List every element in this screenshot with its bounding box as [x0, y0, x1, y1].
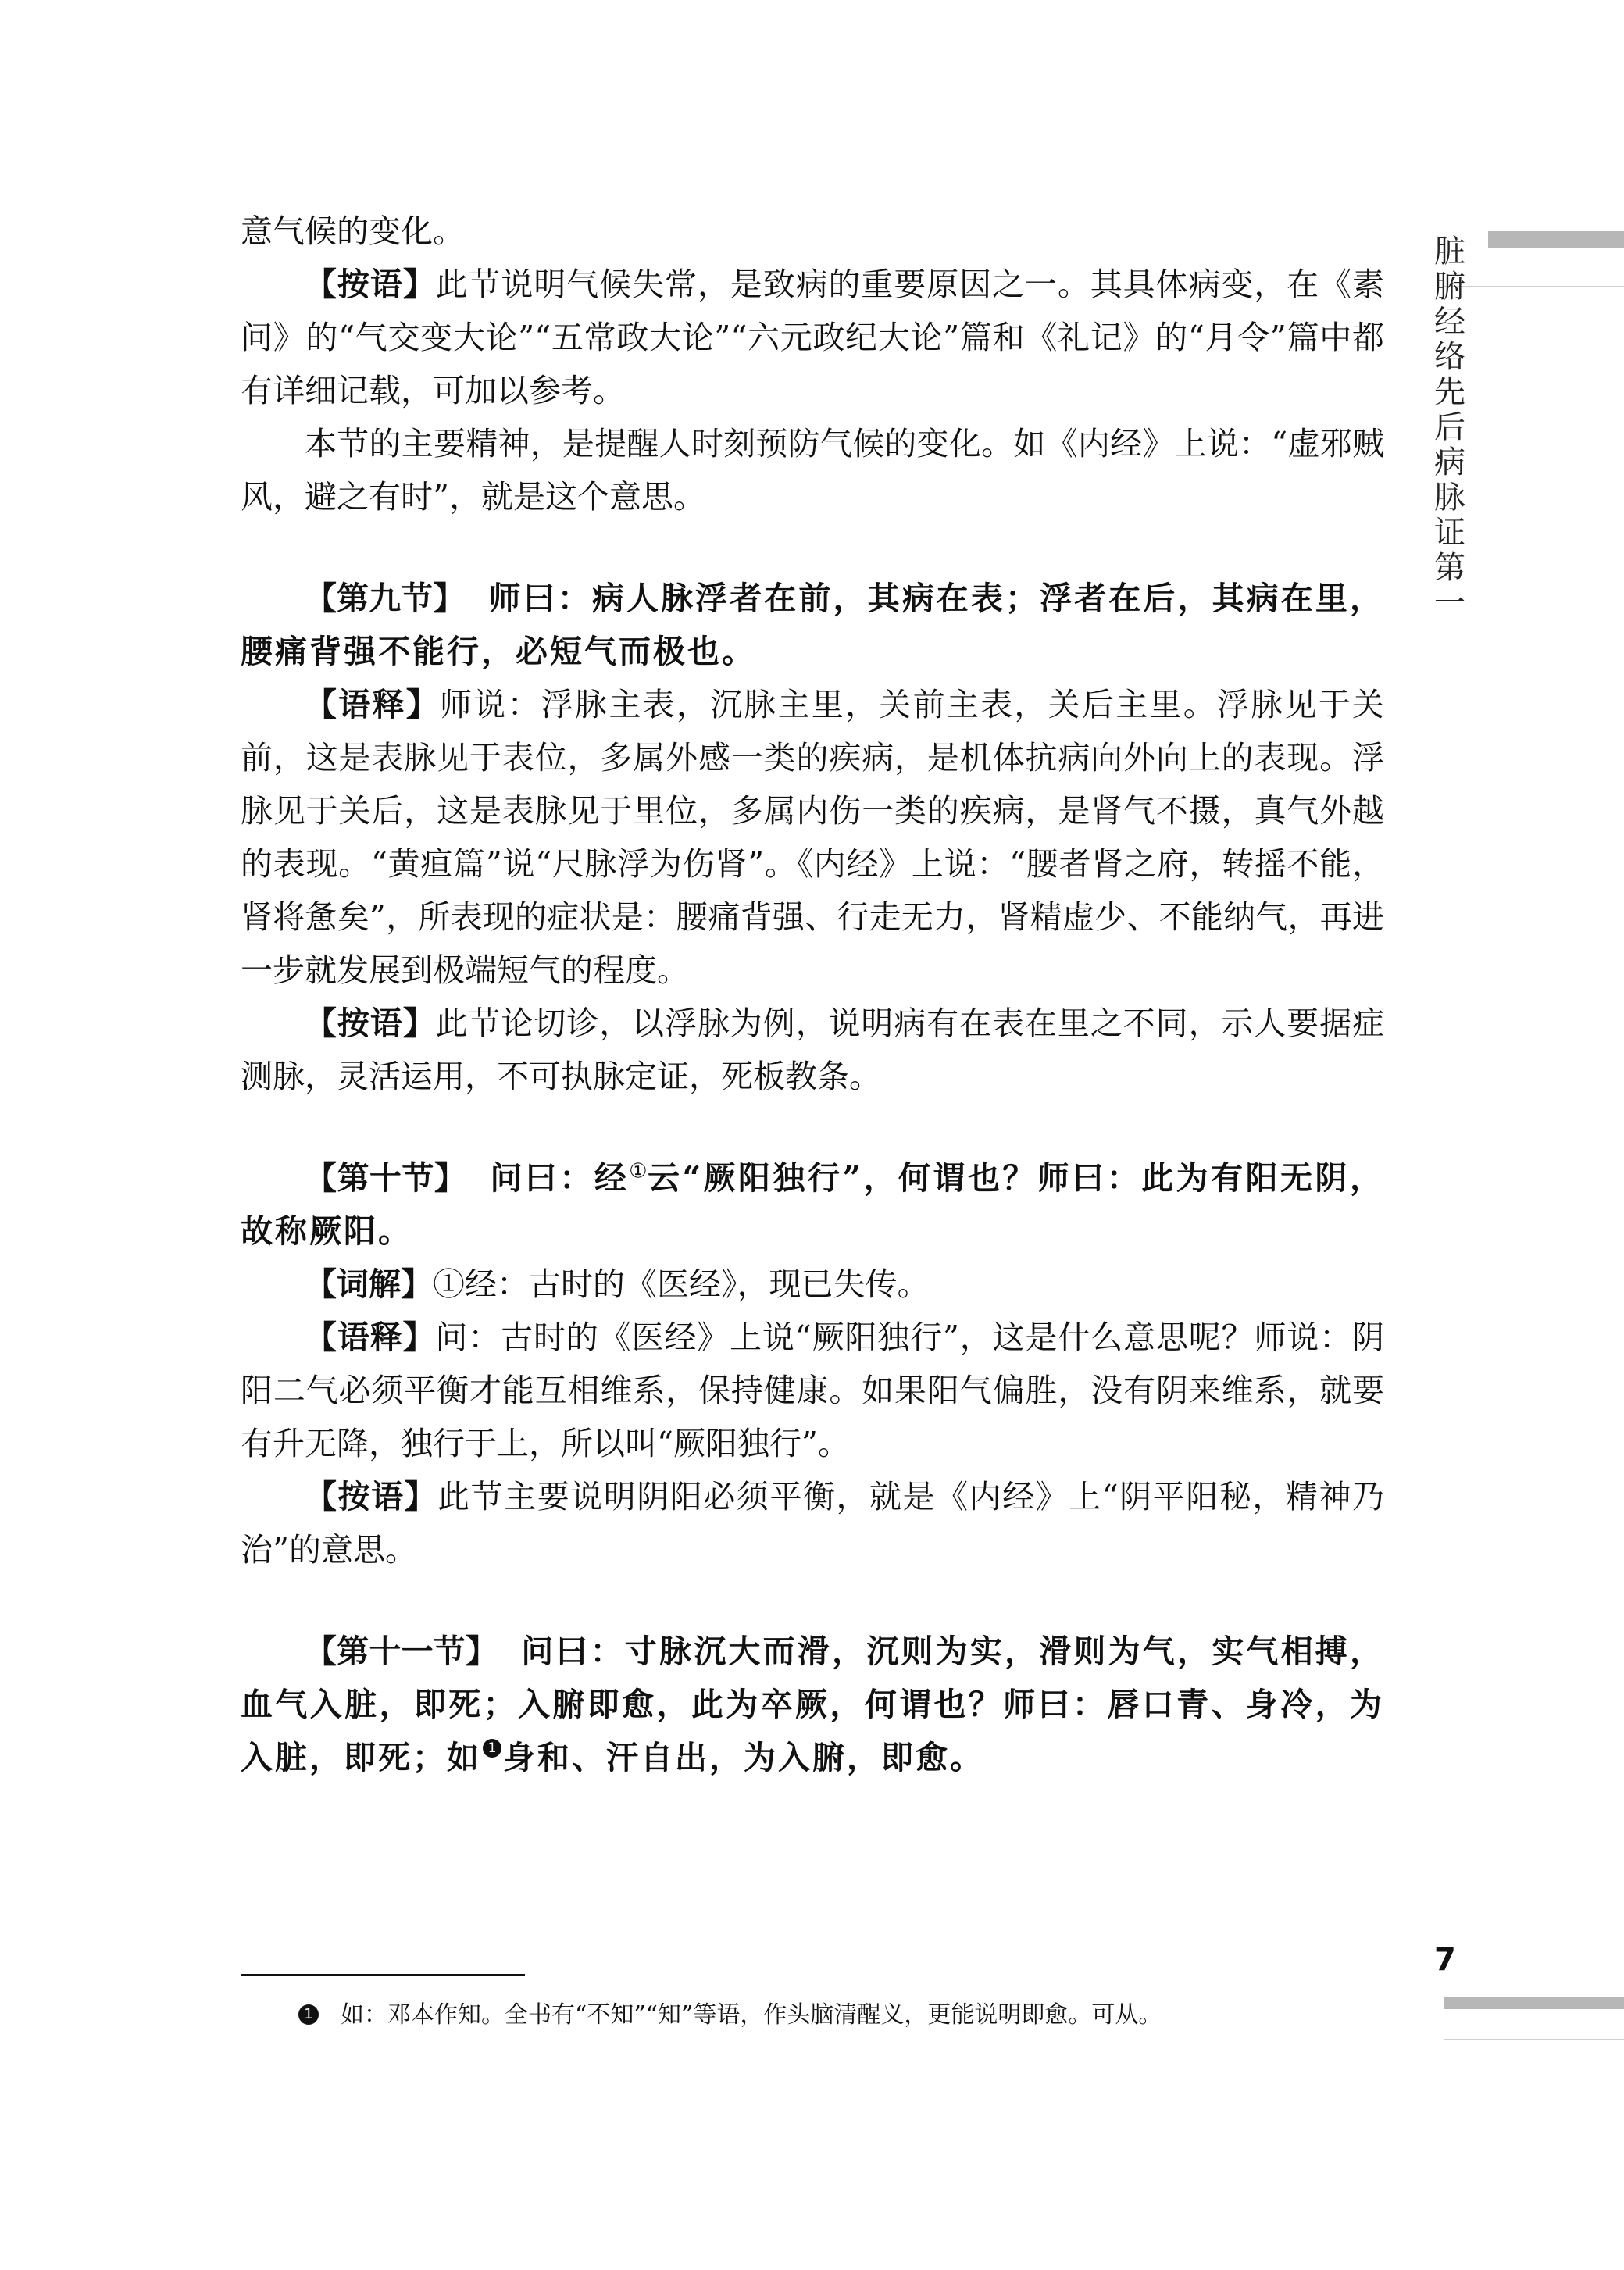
page-body — [241, 205, 1384, 1784]
anyu-label: 【按语】 — [305, 1005, 436, 1042]
cijie-text: ①经：古时的《医经》，现已失传。 — [433, 1265, 930, 1303]
yishi-text: 师说：浮脉主表，沉脉主里，关前主表，关后主里。浮脉见于关前，这是表脉见于表位，多属外感一类的疾病，是机体抗病向外向上的表现。浮脉见于关后，这是表脉见于里位，多属内伤一类的疾病，是肾气不摄，真气外越的表现。“黄疸篇”说“尺脉浮为伤肾”。《内经》上说：“腰者肾之府，转摇不能，肾将惫矣”，所表现的症状是：腰痛背强、行走无力，肾精虚少、不能纳气，再进一步就发展到极端短气的程度。 — [241, 686, 1385, 989]
section-11-label: 【第十一节】 — [305, 1633, 498, 1670]
section-10-text-b: 云“厥阳独行”，何谓也？师曰：此为有阳无阴，故称厥阳。 — [241, 1159, 1384, 1250]
section-11-text-b: 身和、汗自出，为入腑，即愈。 — [503, 1739, 984, 1776]
paragraph-main-spirit: 本节的主要精神，是提醒人时刻预防气候的变化。如《内经》上说：“虚邪贼风，避之有时”，就是这个意思。 — [241, 425, 1384, 516]
page-number: 7 — [1434, 1942, 1456, 1978]
footnote-marker-icon: 1 — [483, 1739, 501, 1758]
note-ref-1: ① — [629, 1159, 648, 1183]
section-9-yishi — [241, 678, 1384, 997]
section-11-text-a: 问曰：寸脉沉大而滑，沉则为实，滑则为气，实气相搏，血气入脏，即死；入腑即愈，此为卒厥，何谓也？师曰：唇口青、身冷，为入脏，即死；如 — [241, 1633, 1385, 1776]
footnote — [298, 1998, 1376, 2033]
anyu-text: 此节说明气候失常，是致病的重要原因之一。其具体病变，在《素问》的“气交变大论”“五常政大论”“六元政纪大论”篇和《礼记》的“月令”篇中都有详细记载，可加以参考。 — [241, 266, 1384, 409]
anyu-label: 【按语】 — [305, 1478, 438, 1515]
section-9-original — [241, 572, 1384, 678]
header-decor-bar — [1488, 231, 1624, 248]
section-10-label: 【第十节】 — [305, 1159, 467, 1197]
footer-decor-line — [1444, 2039, 1624, 2040]
paragraph-anyu — [241, 258, 1384, 417]
cijie-label: 【词解】 — [305, 1265, 433, 1303]
footnote-text: 如：邓本作知。全书有“不知”“知”等语，作头脑清醒义，更能说明即愈。可从。 — [341, 2001, 1162, 2029]
section-9-anyu — [241, 997, 1384, 1103]
section-9-label: 【第九节】 — [305, 580, 466, 617]
footnote-marker-icon: 1 — [298, 2004, 319, 2025]
anyu-text: 此节主要说明阴阳必须平衡，就是《内经》上“阴平阳秘，精神乃治”的意思。 — [241, 1478, 1385, 1569]
section-10-anyu — [241, 1470, 1384, 1576]
anyu-text: 此节论切诊，以浮脉为例，说明病有在表在里之不同，示人要据症测脉，灵活运用，不可执脉定证，死板教条。 — [241, 1005, 1384, 1095]
section-10-yishi — [241, 1311, 1384, 1470]
section-10-text-a: 问曰：经 — [490, 1159, 630, 1197]
yishi-text: 问：古时的《医经》上说“厥阳独行”，这是什么意思呢？师说：阴阳二气必须平衡才能互相维系，保持健康。如果阳气偏胜，没有阴来维系，就要有升无降，独行于上，所以叫“厥阳独行”。 — [241, 1319, 1384, 1462]
yishi-label: 【语释】 — [305, 1319, 436, 1356]
section-10-original — [241, 1151, 1384, 1258]
footnote-rule — [241, 1974, 525, 1976]
running-title: 脏腑经络先后病脉证第一 — [1434, 234, 1465, 621]
section-9-text: 师曰：病人脉浮者在前，其病在表；浮者在后，其病在里，腰痛背强不能行，必短气而极也。 — [241, 580, 1384, 670]
section-11-original — [241, 1625, 1384, 1784]
section-10-cijie — [241, 1258, 1384, 1311]
paragraph-continuation: 意气候的变化。 — [241, 212, 465, 250]
anyu-label: 【按语】 — [305, 266, 436, 303]
yishi-label: 【语释】 — [305, 686, 441, 723]
footer-decor-bar — [1444, 1997, 1624, 2009]
